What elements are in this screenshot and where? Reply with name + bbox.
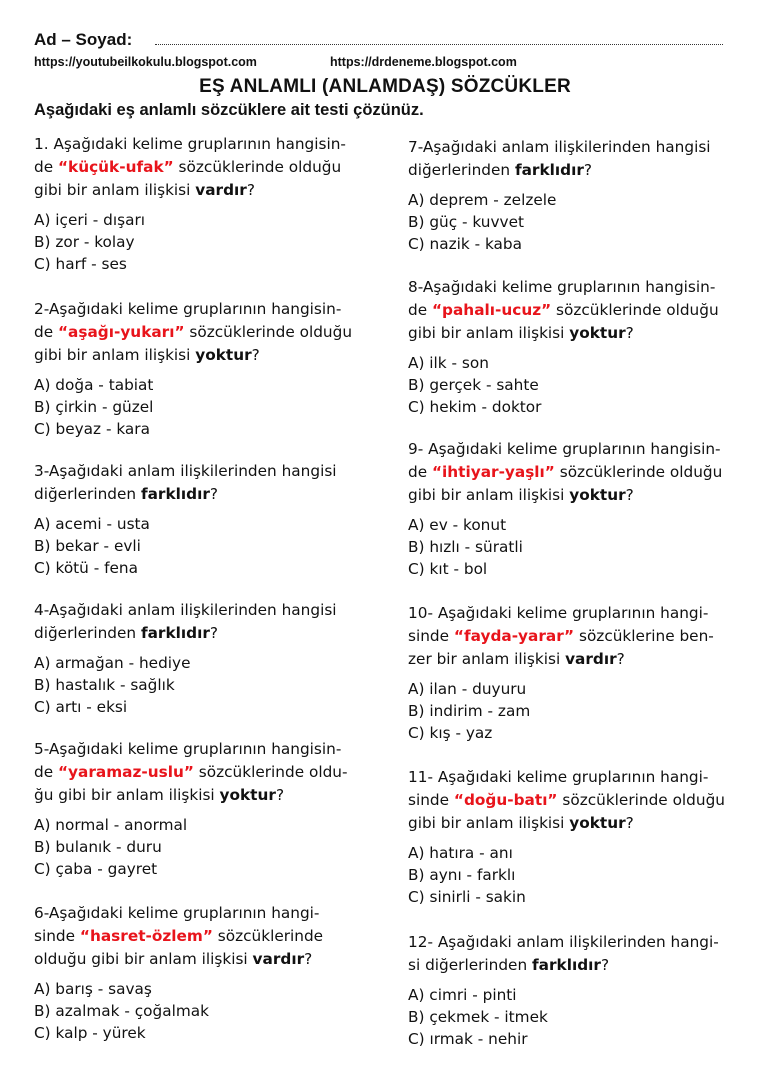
question-line: ğu gibi bir anlam ilişkisi (34, 786, 220, 804)
option-b[interactable]: B) bulanık - duru (34, 837, 162, 856)
question-7 (408, 136, 748, 255)
question-line: gibi bir anlam ilişkisi (408, 324, 570, 342)
option-b[interactable]: B) çekmek - itmek (408, 1007, 548, 1026)
option-a[interactable]: A) deprem - zelzele (408, 191, 557, 209)
option-c[interactable]: C) harf - ses (34, 254, 127, 273)
option-b[interactable]: B) aynı - farklı (408, 865, 516, 884)
question-line: sözcüklerinde olduğu (554, 463, 723, 481)
option-b[interactable]: B) zor - kolay (34, 232, 135, 251)
emphasis: farklıdır (140, 624, 210, 642)
question-line: zer bir anlam ilişkisi (408, 650, 566, 668)
question-mark: ? (616, 650, 625, 668)
question-mark: ? (251, 346, 260, 364)
option-c[interactable]: C) hekim - doktor (408, 397, 542, 416)
option-a[interactable]: A) hatıra - anı (408, 844, 513, 862)
question-line: diğerlerinden (408, 161, 515, 179)
emphasis: farklıdır (514, 161, 584, 179)
option-a[interactable]: A) normal - anormal (34, 816, 188, 834)
emphasis: yoktur (569, 324, 626, 342)
question-line: sözcüklerinde olduğu (551, 301, 719, 319)
keyword: “hasret-özlem” (79, 927, 213, 945)
keyword: “ihtiyar-yaşlı” (431, 463, 555, 481)
emphasis: yoktur (219, 786, 276, 804)
question-mark: ? (275, 786, 285, 804)
option-c[interactable]: C) çaba - gayret (34, 859, 158, 878)
question-mark: ? (209, 624, 218, 642)
question-1 (34, 133, 374, 275)
option-a[interactable]: A) doğa - tabiat (34, 376, 154, 394)
question-line: sinde (408, 627, 454, 645)
question-line: 9- Aşağıdaki kelime gruplarının hangisin- (408, 440, 721, 458)
question-4 (34, 599, 374, 718)
question-line: gibi bir anlam ilişkisi (34, 346, 196, 364)
question-line: 1. Aşağıdaki kelime gruplarının hangisin- (34, 135, 346, 153)
page-title: EŞ ANLAMLI (ANLAMDAŞ) SÖZCÜKLER (199, 76, 571, 97)
question-line: sözcüklerinde oldu- (193, 763, 348, 781)
question-2 (34, 298, 374, 440)
question-line: sözcüklerinde olduğu (173, 158, 342, 176)
question-line: de (34, 323, 58, 341)
option-a[interactable]: A) ilan - duyuru (408, 680, 527, 698)
question-line: 11- Aşağıdaki kelime gruplarının hangi- (408, 768, 709, 786)
option-c[interactable]: C) artı - eksi (34, 697, 128, 716)
option-b[interactable]: B) indirim - zam (408, 701, 531, 720)
question-8 (408, 276, 748, 418)
option-a[interactable]: A) içeri - dışarı (34, 211, 145, 229)
keyword: “yaramaz-uslu” (57, 763, 194, 781)
emphasis: vardır (195, 181, 247, 199)
option-c[interactable]: C) kış - yaz (408, 723, 493, 742)
question-line: de (408, 301, 432, 319)
keyword: “doğu-batı” (453, 791, 558, 809)
question-line: gibi bir anlam ilişkisi (408, 486, 570, 504)
question-line: sözcüklerine ben- (574, 627, 714, 645)
question-11 (408, 766, 748, 908)
option-b[interactable]: B) azalmak - çoğalmak (34, 1001, 209, 1020)
question-line: 5-Aşağıdaki kelime gruplarının hangisin- (34, 740, 342, 758)
question-line: 4-Aşağıdaki anlam ilişkilerinden hangisi (34, 601, 337, 619)
question-mark: ? (246, 181, 255, 199)
question-line: 3-Aşağıdaki anlam ilişkilerinden hangisi (34, 462, 337, 480)
question-mark: ? (625, 814, 634, 832)
question-6 (34, 902, 374, 1044)
option-b[interactable]: B) çirkin - güzel (34, 397, 154, 416)
keyword: “aşağı-yukarı” (57, 323, 185, 341)
question-line: de (408, 463, 432, 481)
question-line: de (34, 158, 58, 176)
option-a[interactable]: A) cimri - pinti (408, 986, 517, 1004)
question-line: diğerlerinden (34, 485, 141, 503)
emphasis: vardır (565, 650, 617, 668)
option-c[interactable]: C) beyaz - kara (34, 419, 150, 438)
question-line: sözcüklerinde olduğu (557, 791, 725, 809)
question-line: 2-Aşağıdaki kelime gruplarının hangisin- (34, 300, 342, 318)
question-mark: ? (304, 950, 313, 968)
blog-url-left[interactable]: https://youtubeilkokulu.blogspot.com (34, 55, 257, 69)
question-mark: ? (625, 486, 634, 504)
option-a[interactable]: A) acemi - usta (34, 515, 150, 533)
question-line: sinde (408, 791, 454, 809)
question-line: 6-Aşağıdaki kelime gruplarının hangi- (34, 904, 320, 922)
blog-url-right[interactable]: https://drdeneme.blogspot.com (330, 55, 517, 69)
question-line: gibi bir anlam ilişkisi (408, 814, 570, 832)
option-a[interactable]: A) ilk - son (408, 354, 489, 372)
question-line: 7-Aşağıdaki anlam ilişkilerinden hangisi (408, 138, 711, 156)
option-c[interactable]: C) nazik - kaba (408, 234, 523, 253)
page-subtitle: Aşağıdaki eş anlamlı sözcüklere ait testi çözünüz. (34, 101, 424, 119)
question-mark: ? (625, 324, 634, 342)
option-b[interactable]: B) hastalık - sağlık (34, 675, 175, 694)
question-mark: ? (209, 485, 218, 503)
emphasis: farklıdır (532, 956, 601, 974)
option-c[interactable]: C) sinirli - sakin (408, 887, 526, 906)
question-10 (408, 602, 748, 744)
option-c[interactable]: C) kötü - fena (34, 558, 138, 577)
option-a[interactable]: A) barış - savaş (34, 980, 152, 998)
question-line: 12- Aşağıdaki anlam ilişkilerinden hangi- (408, 933, 719, 951)
question-line: 10- Aşağıdaki kelime gruplarının hangi- (408, 604, 709, 622)
question-12 (408, 931, 748, 1050)
question-5 (34, 738, 374, 880)
question-line: olduğu gibi bir anlam ilişkisi (34, 950, 253, 968)
emphasis: yoktur (195, 346, 252, 364)
option-b[interactable]: B) güç - kuvvet (408, 212, 524, 231)
emphasis: yoktur (569, 814, 626, 832)
question-3 (34, 460, 374, 579)
keyword: “fayda-yarar” (453, 627, 575, 645)
question-line: de (34, 763, 58, 781)
question-line: 8-Aşağıdaki kelime gruplarının hangisin- (408, 278, 716, 296)
question-mark: ? (600, 956, 610, 974)
option-c[interactable]: C) kıt - bol (408, 559, 488, 578)
question-line: sözcüklerinde olduğu (184, 323, 353, 341)
option-b[interactable]: B) hızlı - süratli (408, 537, 523, 556)
name-label: Ad – Soyad: (34, 30, 133, 49)
option-b[interactable]: B) bekar - evli (34, 536, 141, 555)
question-line: si diğerlerinden (408, 956, 533, 974)
option-a[interactable]: A) ev - konut (408, 516, 507, 534)
question-9 (408, 438, 748, 580)
option-c[interactable]: C) ırmak - nehir (408, 1029, 528, 1048)
keyword: “pahalı-ucuz” (431, 301, 552, 319)
emphasis: farklıdır (140, 485, 210, 503)
question-line: sözcüklerinde (212, 927, 324, 945)
question-line: gibi bir anlam ilişkisi (34, 181, 196, 199)
emphasis: vardır (252, 950, 305, 968)
question-mark: ? (583, 161, 592, 179)
option-b[interactable]: B) gerçek - sahte (408, 375, 539, 394)
question-line: diğerlerinden (34, 624, 141, 642)
option-a[interactable]: A) armağan - hediye (34, 654, 191, 672)
question-line: sinde (34, 927, 80, 945)
keyword: “küçük-ufak” (57, 158, 174, 176)
option-c[interactable]: C) kalp - yürek (34, 1023, 146, 1042)
emphasis: yoktur (569, 486, 626, 504)
name-dotted-line[interactable] (155, 38, 723, 45)
